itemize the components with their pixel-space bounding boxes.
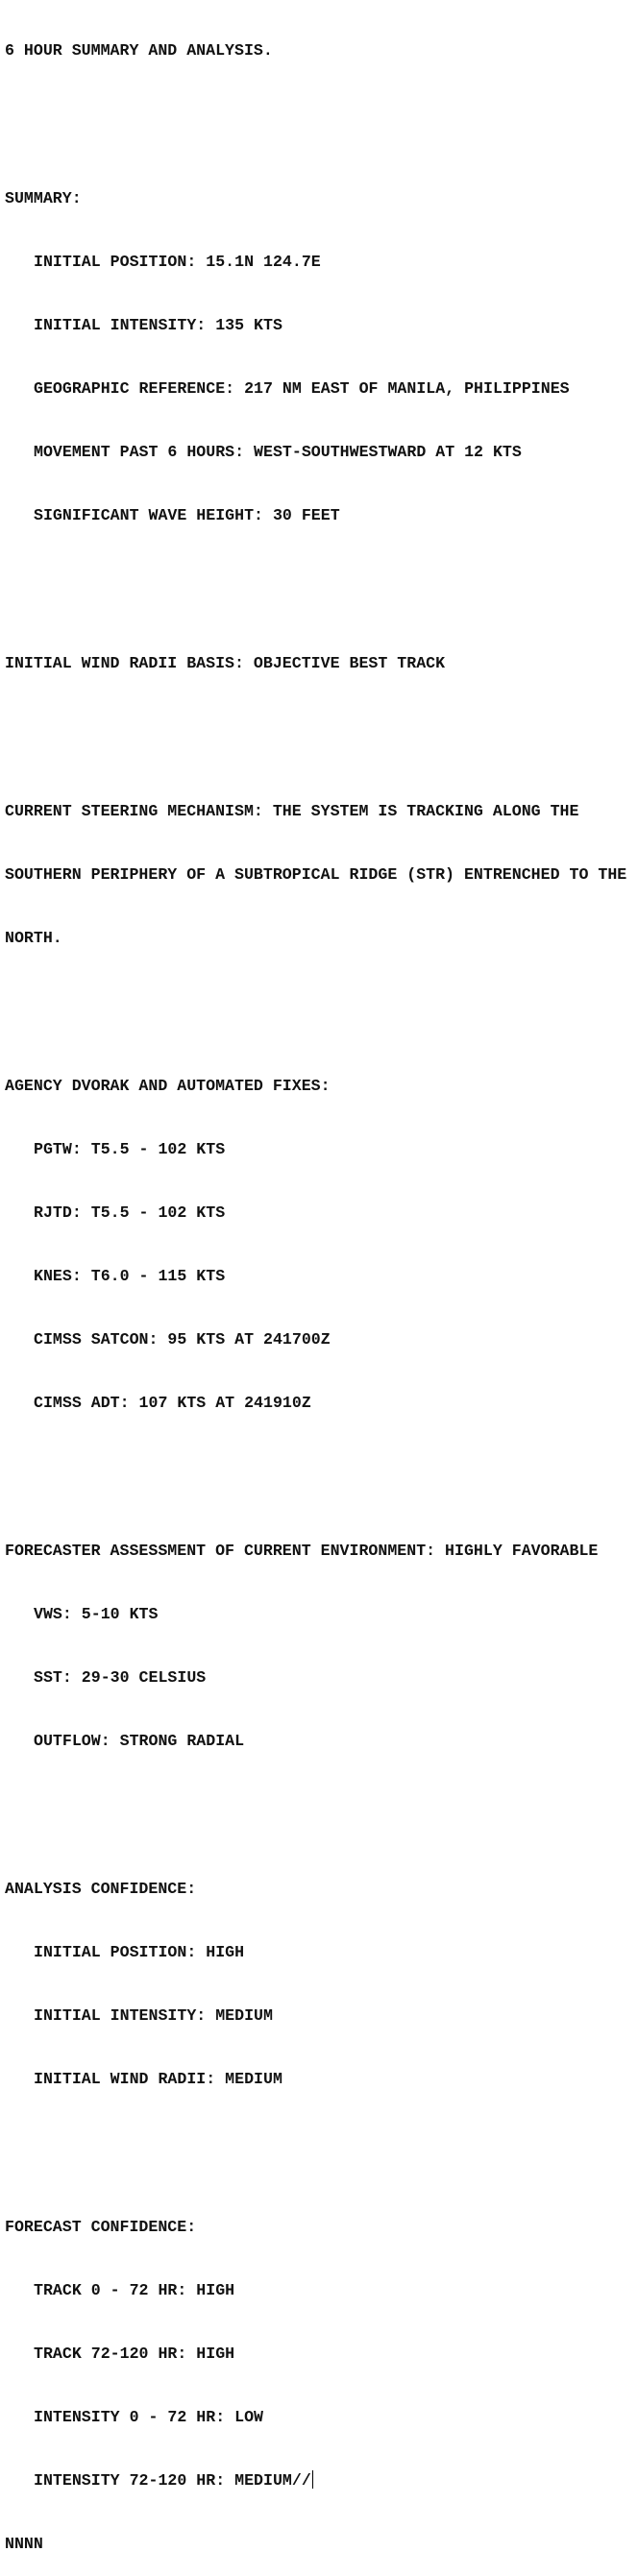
forecast-track-72-120: TRACK 72-120 HR: HIGH [34, 2345, 235, 2363]
forecast-track-0-72: TRACK 0 - 72 HR: HIGH [34, 2281, 235, 2299]
environment-vws: VWS: 5-10 KTS [34, 1605, 159, 1623]
text-cursor [312, 2470, 313, 2489]
summary-wave-height: SIGNIFICANT WAVE HEIGHT: 30 FEET [34, 506, 340, 524]
blank-line [5, 569, 626, 590]
bulletin-text[interactable] [5, 0, 626, 2576]
blank-line [5, 1794, 626, 1815]
steering-line-3: NORTH. [5, 929, 62, 947]
steering-line-2: SOUTHERN PERIPHERY OF A SUBTROPICAL RIDGE (STR) ENTRENCHED TO THE [5, 865, 627, 884]
analysis-initial-position: INITIAL POSITION: HIGH [34, 1943, 245, 1961]
fix-rjtd: RJTD: T5.5 - 102 KTS [34, 1203, 226, 1222]
steering-line-1: CURRENT STEERING MECHANISM: THE SYSTEM IS TRACKING ALONG THE [5, 802, 579, 820]
document-title: 6 HOUR SUMMARY AND ANALYSIS. [5, 41, 273, 60]
fix-cimss-adt: CIMSS ADT: 107 KTS AT 241910Z [34, 1394, 311, 1412]
environment-heading: FORECASTER ASSESSMENT OF CURRENT ENVIRONMENT: HIGHLY FAVORABLE [5, 1542, 599, 1560]
end-marker: NNNN [5, 2535, 43, 2553]
blank-line [5, 991, 626, 1012]
fixes-heading: AGENCY DVORAK AND AUTOMATED FIXES: [5, 1077, 331, 1095]
analysis-initial-intensity: INITIAL INTENSITY: MEDIUM [34, 2006, 273, 2025]
analysis-confidence-heading: ANALYSIS CONFIDENCE: [5, 1880, 197, 1898]
blank-line [5, 717, 626, 738]
blank-line [5, 104, 626, 125]
summary-movement: MOVEMENT PAST 6 HOURS: WEST-SOUTHWESTWARD AT 12 KTS [34, 443, 522, 461]
blank-line [5, 1456, 626, 1477]
forecast-intensity-0-72: INTENSITY 0 - 72 HR: LOW [34, 2408, 263, 2426]
fix-cimss-satcon: CIMSS SATCON: 95 KTS AT 241700Z [34, 1330, 331, 1349]
forecast-confidence-heading: FORECAST CONFIDENCE: [5, 2218, 197, 2236]
environment-outflow: OUTFLOW: STRONG RADIAL [34, 1732, 245, 1750]
forecast-intensity-72-120-line [5, 2470, 626, 2491]
summary-initial-intensity: INITIAL INTENSITY: 135 KTS [34, 316, 282, 334]
forecast-intensity-72-120: INTENSITY 72-120 HR: MEDIUM// [34, 2471, 311, 2490]
summary-heading: SUMMARY: [5, 189, 82, 207]
wind-radii-basis: INITIAL WIND RADII BASIS: OBJECTIVE BEST TRACK [5, 654, 446, 672]
analysis-initial-wind-radii: INITIAL WIND RADII: MEDIUM [34, 2070, 282, 2088]
fix-pgtw: PGTW: T5.5 - 102 KTS [34, 1140, 226, 1158]
fix-knes: KNES: T6.0 - 115 KTS [34, 1267, 226, 1285]
blank-line [5, 2132, 626, 2153]
environment-sst: SST: 29-30 CELSIUS [34, 1668, 207, 1687]
summary-geographic-reference: GEOGRAPHIC REFERENCE: 217 NM EAST OF MANILA, PHILIPPINES [34, 379, 570, 398]
summary-initial-position: INITIAL POSITION: 15.1N 124.7E [34, 253, 321, 271]
